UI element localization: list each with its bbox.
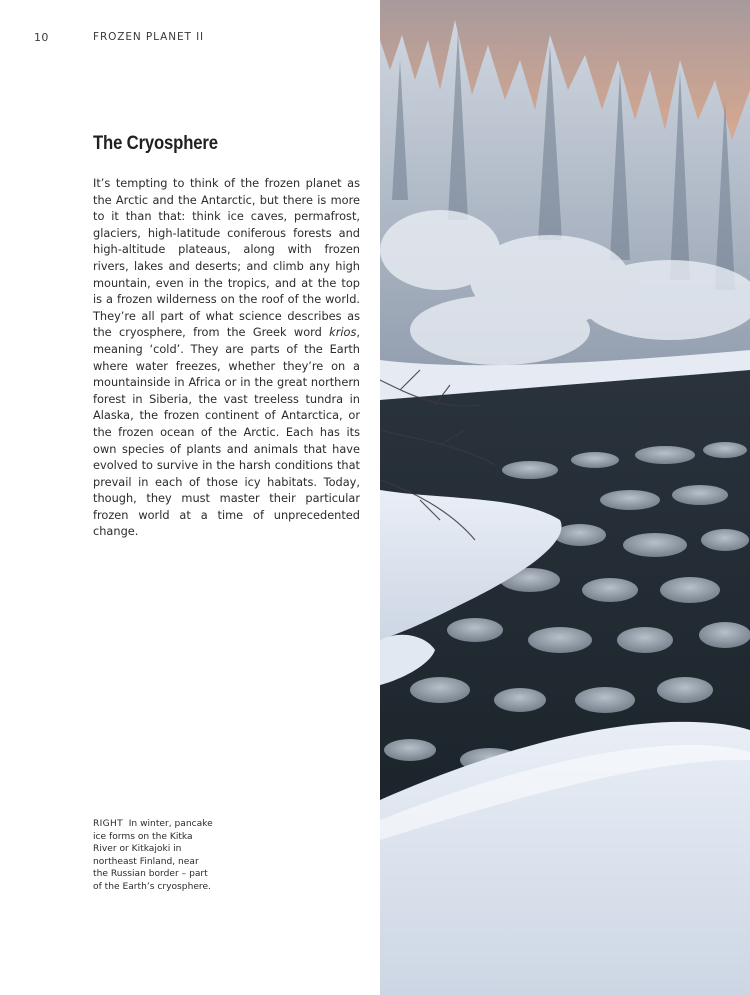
body-italic-word: krios [329, 325, 357, 340]
caption-text: In winter, pancake ice forms on the Kitka River or Kitkajoki in northeast Finland, near the Russian border – part of the Earth’s cryosphere. [93, 819, 213, 892]
caption-lead: RIGHT [93, 819, 123, 829]
body-text-part-1: It’s tempting to think of the frozen planet as the Arctic and the Antarctic, but there is more to it than that: think ice caves, permafrost, glaciers, high-latitude coniferous forests and high-altitude plateaus, along with frozen rivers, lakes and deserts; and climb any high mountain, even in the tropics, and at the top is a frozen wilderness on the roof of the world. They’re all part of what science describes as the cryosphere, from the Greek word [93, 176, 360, 340]
article-body [93, 175, 360, 540]
photo-caption [93, 818, 213, 894]
article-title: The Cryosphere [93, 133, 218, 154]
body-paragraph [93, 175, 360, 540]
body-text-part-2: , meaning ‘cold’. They are parts of the Earth where water freezes, whether they’re on a mountainside in Africa or in the great northern forest in Siberia, the vast treeless tundra in Alaska, the frozen continent of Antarctica, or the frozen ocean of the Arctic. Each has its own species of plants and animals that have evolved to survive in the harsh conditions that prevail in each of those icy habitats. Today, though, they must master their particular frozen world at a time of unprecedented change. [93, 325, 360, 539]
running-head: FROZEN PLANET II [93, 31, 205, 43]
river-photo [380, 0, 750, 995]
page-number: 10 [34, 31, 49, 44]
river-photo-illustration [380, 0, 750, 995]
